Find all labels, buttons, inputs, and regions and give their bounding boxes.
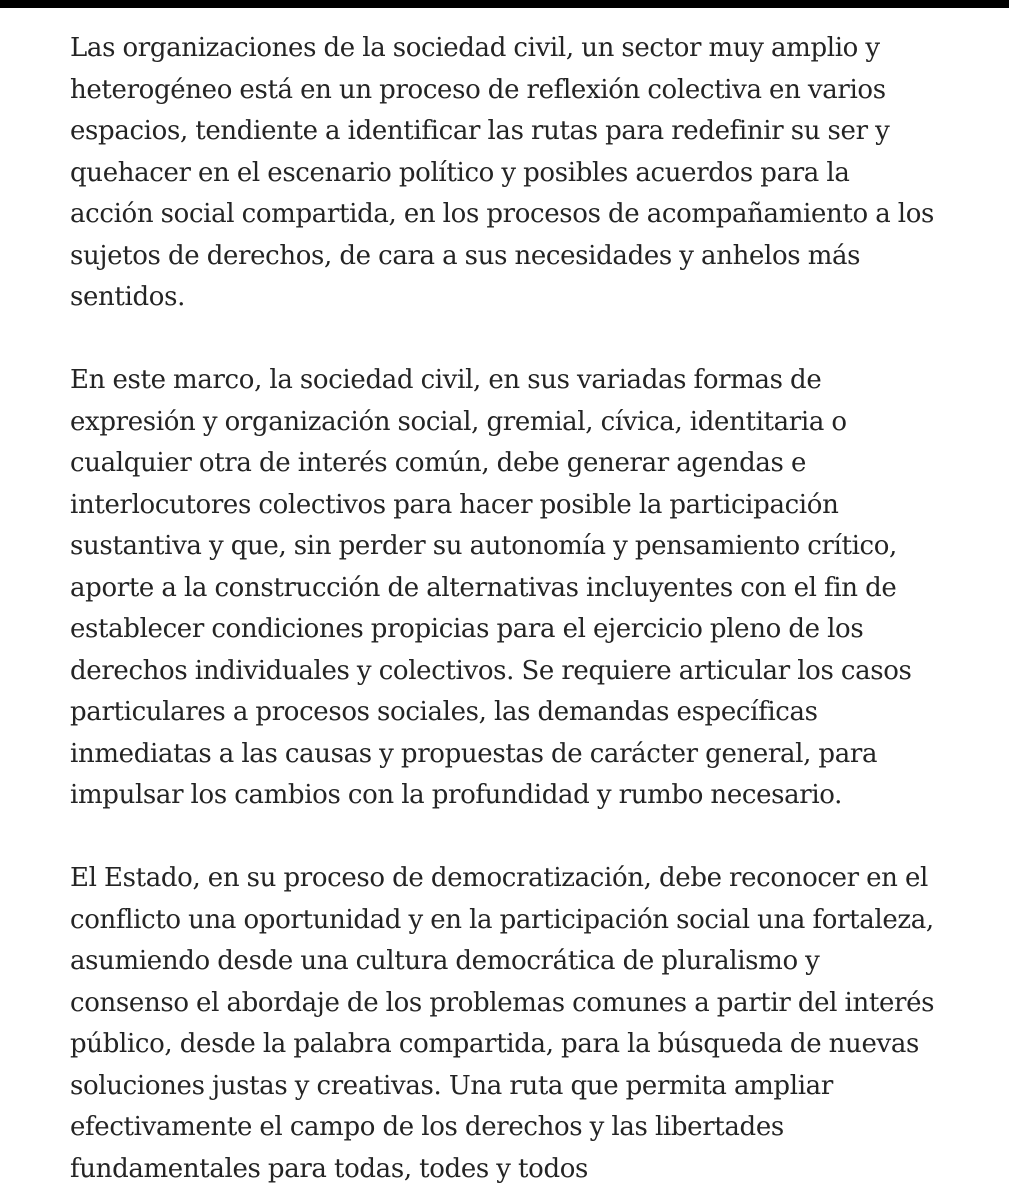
- article-paragraph-2: En este marco, la sociedad civil, en sus variadas formas de expresión y organización social, gremial, cívica, identitaria o cualquier otra de interés común, debe generar agendas e interlocutores colectivos para hacer posible la participación sustantiva y que, sin perder su autonomía y pensamiento crítico, aporte a la construcción de alternativas incluyentes con el fin de establecer condiciones propicias para el ejercicio pleno de los derechos individuales y colectivos. Se requiere articular los casos particulares a procesos sociales, las demandas específicas inmediatas a las causas y propuestas de carácter general, para impulsar los cambios con la profundidad y rumbo necesario.: [70, 365, 912, 810]
- top-bar: [0, 0, 1009, 8]
- article-body: [70, 28, 940, 1190]
- article-paragraph-3: El Estado, en su proceso de democratización, debe reconocer en el conflicto una oportunidad y en la participación social una fortaleza, asumiendo desde una cultura democrática de pluralismo y consenso el abordaje de los problemas comunes a partir del interés público, desde la palabra compartida, para la búsqueda de nuevas soluciones justas y creativas. Una ruta que permita ampliar efectivamente el campo de los derechos y las libertades fundamentales para todas, todes y todos: [70, 863, 935, 1184]
- article-paragraph-1: Las organizaciones de la sociedad civil, un sector muy amplio y heterogéneo está en un proceso de reflexión colectiva en varios espacios, tendiente a identificar las rutas para redefinir su ser y quehacer en el escenario político y posibles acuerdos para la acción social compartida, en los procesos de acompañamiento a los sujetos de derechos, de cara a sus necesidades y anhelos más sentidos.: [70, 33, 935, 312]
